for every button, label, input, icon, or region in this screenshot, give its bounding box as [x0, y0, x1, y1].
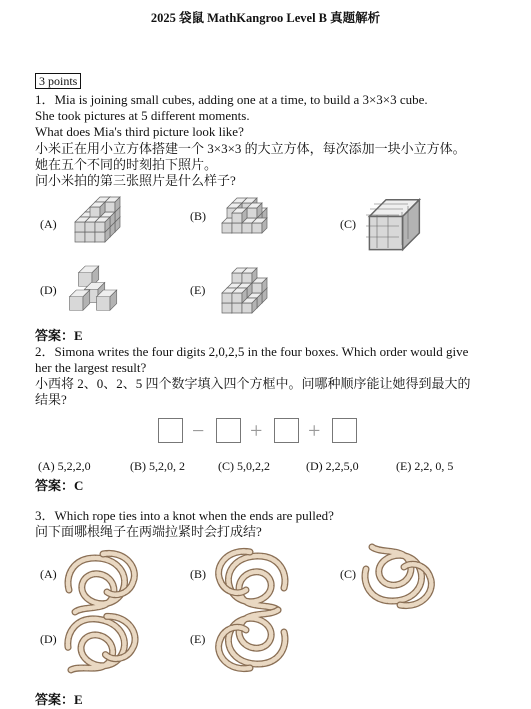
q3-answer: 答案：E — [35, 692, 83, 707]
q3-option-a-label[interactable]: (A) — [40, 567, 57, 581]
q1-option-d-label[interactable]: (D) — [40, 283, 57, 297]
q3-rope-a[interactable] — [63, 546, 141, 616]
q1-figure-e[interactable] — [212, 262, 282, 318]
q3-rope-b[interactable] — [212, 544, 290, 614]
q1-option-a-label[interactable]: (A) — [40, 217, 57, 231]
q2-choice-c[interactable]: (C) 5,0,2,2 — [218, 459, 270, 473]
page-title: 2025 袋鼠 MathKangroo Level B 真题解析 — [150, 11, 381, 25]
q2-choice-e[interactable]: (E) 2,2, 0, 5 — [396, 459, 454, 473]
q2-choice-b[interactable]: (B) 5,2,0, 2 — [130, 459, 185, 473]
q1-figure-a[interactable] — [65, 193, 135, 249]
operator-plus: + — [250, 418, 263, 443]
q3-rope-d[interactable] — [63, 608, 141, 678]
q2-line: 结果? — [35, 392, 67, 407]
section-points-label: 3 points — [35, 73, 81, 89]
q1-figure-c[interactable] — [362, 196, 424, 254]
q2-answer: 答案：C — [35, 478, 84, 493]
q1-line: 她在五个不同的时刻拍下照片。 — [35, 157, 218, 172]
q2-line: 2．Simona writes the four digits 2,0,2,5 in the four boxes. Which order would give — [35, 344, 469, 359]
q1-line: 小米正在用小立方体搭建一个 3×3×3 的大立方体，每次添加一块小立方体。 — [35, 141, 466, 156]
q1-line: She took pictures at 5 different moments. — [35, 108, 250, 123]
q3-rope-e[interactable] — [212, 606, 290, 676]
q3-option-e-label[interactable]: (E) — [190, 632, 206, 646]
q3-rope-c[interactable] — [360, 543, 438, 613]
q2-choice-a[interactable]: (A) 5,2,2,0 — [38, 459, 91, 473]
q1-option-b-label[interactable]: (B) — [190, 209, 206, 223]
q2-line: 小西将 2、0、2、5 四个数字填入四个方框中。问哪种顺序能让她得到最大的 — [35, 376, 471, 391]
q1-option-e-label[interactable]: (E) — [190, 283, 206, 297]
operator-plus: + — [308, 418, 321, 443]
digit-box-4[interactable] — [332, 418, 357, 443]
digit-box-3[interactable] — [274, 418, 299, 443]
digit-box-1[interactable] — [158, 418, 183, 443]
q1-answer: 答案：E — [35, 328, 83, 343]
q1-figure-d[interactable] — [65, 263, 127, 317]
q1-option-c-label[interactable]: (C) — [340, 217, 356, 231]
q3-option-c-label[interactable]: (C) — [340, 567, 356, 581]
q1-line: What does Mia's third picture look like? — [35, 124, 244, 139]
q1-line: 1．Mia is joining small cubes, adding one at a time, to build a 3×3×3 cube. — [35, 92, 428, 107]
q2-choice-d[interactable]: (D) 2,2,5,0 — [306, 459, 359, 473]
q3-line: 3．Which rope ties into a knot when the ends are pulled? — [35, 508, 334, 523]
q3-line: 问下面哪根绳子在两端拉紧时会打成结? — [35, 524, 262, 539]
q2-line: her the largest result? — [35, 360, 147, 375]
q1-figure-b[interactable] — [212, 190, 282, 240]
q3-option-b-label[interactable]: (B) — [190, 567, 206, 581]
q3-option-d-label[interactable]: (D) — [40, 632, 57, 646]
digit-box-2[interactable] — [216, 418, 241, 443]
q1-line: 问小米拍的第三张照片是什么样子? — [35, 173, 236, 188]
operator-minus: − — [192, 418, 205, 443]
